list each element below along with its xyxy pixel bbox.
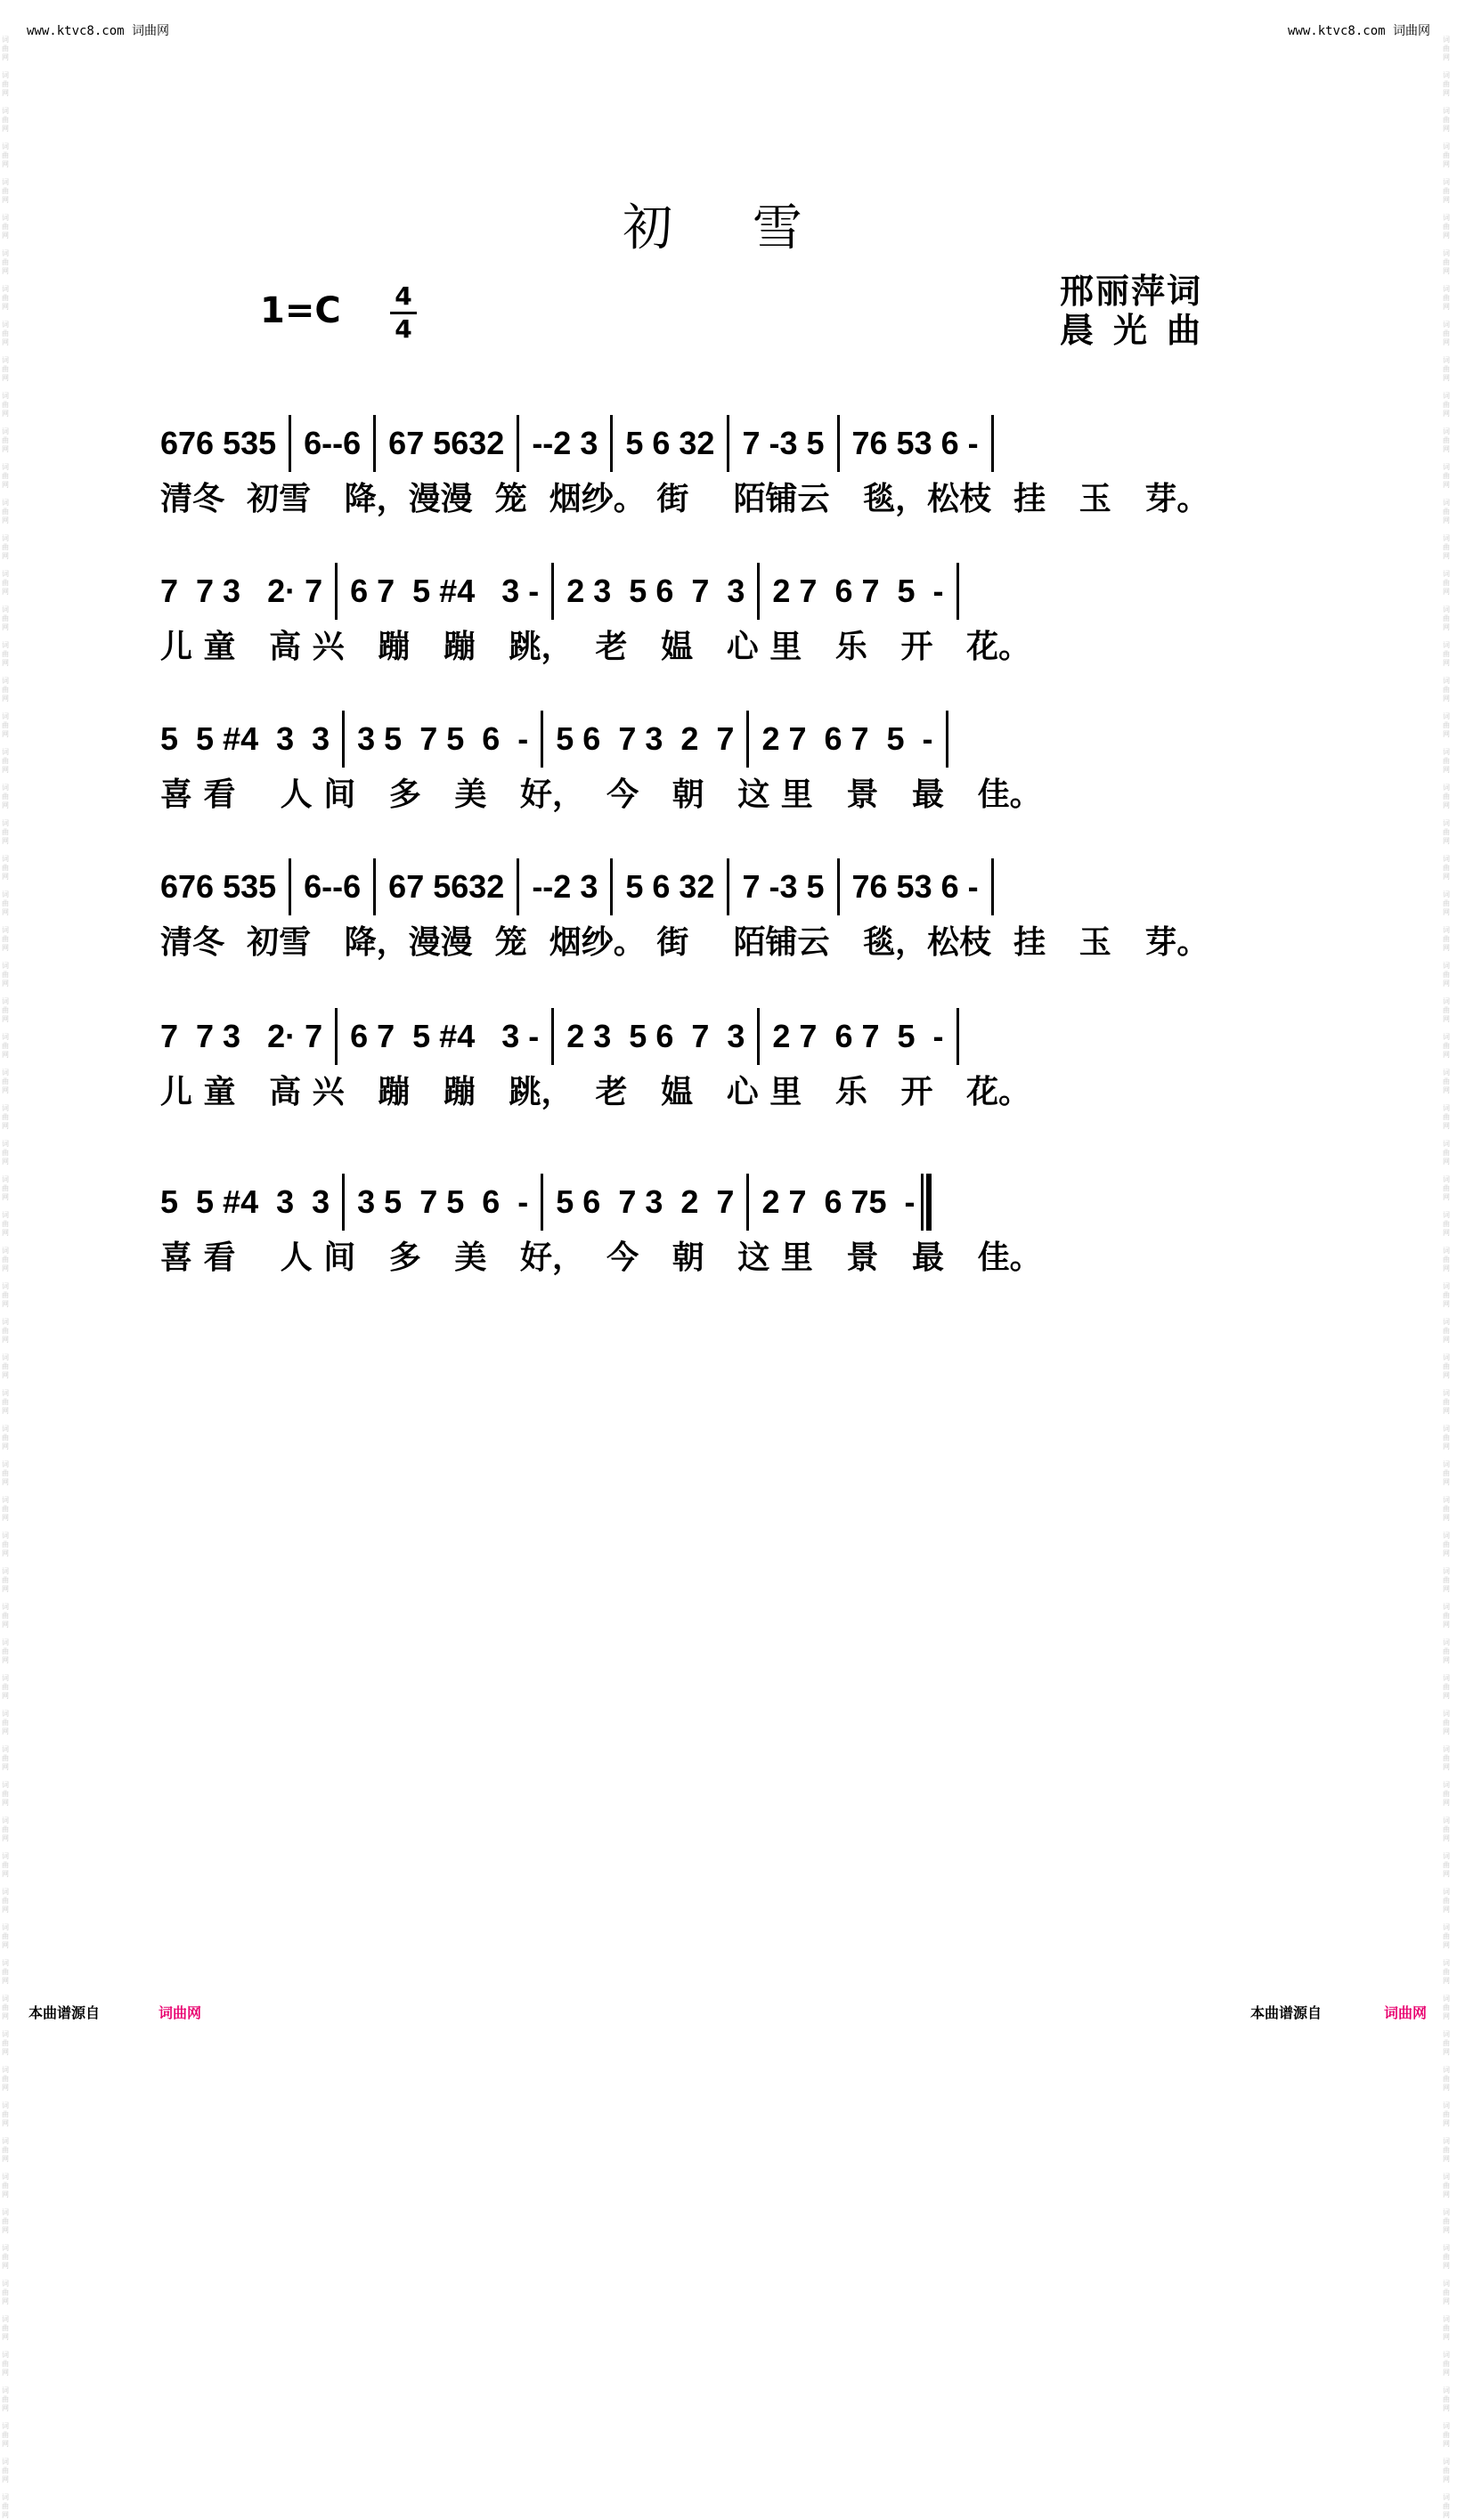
barline — [541, 1174, 543, 1231]
barline — [517, 415, 519, 472]
measure: 7 -3 5 — [742, 868, 825, 905]
left-edge-watermark: 词 曲 网 词 曲 网 词 曲 网 词 曲 网 词 曲 网 词 曲 网 词 曲 网 词 曲 网 词 曲 网 词 曲 网 词 曲 网 词 曲 网 词 曲 网 词 曲 网 词 曲 网 词 曲 网 词 曲 网 词 曲 网 词 曲 网 词 曲 网 词 曲 网 词 曲 网 词 曲 网 词 曲 网 词 曲 网 词 曲 网 词 曲 网 词 曲 网 词 曲 网 词 曲 网 词 曲 网 词 曲 网 词 曲 网 词 曲 网 词 曲 网 词 曲 网 词 曲 网 词 曲 网 词 曲 网 词 曲 网 词 曲 网 词 曲 网 词 曲 网 词 曲 网 词 曲 网 词 曲 网 词 曲 网 词 曲 网 词 曲 网 词 曲 网 词 曲 网 词 曲 网 词 曲 网 词 曲 网 词 曲 网 词 曲 网 词 曲 网 词 曲 网 词 曲 网 词 曲 网 词 曲 网 词 曲 网 词 曲 网 词 曲 网 词 曲 网 词 曲 网 词 曲 网 词 曲 网 词 曲 网 词 曲 网 — [2, 36, 9, 2519]
measure: 76 53 6 - — [851, 425, 979, 461]
measure: 676 535 — [160, 868, 277, 905]
barline — [342, 711, 345, 768]
barline — [541, 711, 543, 768]
barline — [956, 1008, 959, 1065]
measure: 2 7 6 75 - — [761, 1183, 916, 1220]
notation-line — [160, 1010, 1300, 1063]
measure: 6--6 — [304, 425, 362, 461]
barline — [946, 711, 948, 768]
score-row — [160, 417, 1300, 550]
barline — [757, 1008, 760, 1065]
footer-brand-right[interactable]: 词曲网 — [1384, 2004, 1428, 2021]
lyrics-line: 儿 童 高 兴 蹦 蹦 跳， 老 媪 心 里 乐 开 花。 — [160, 1073, 1031, 1110]
measure: 2 7 6 7 5 - — [761, 720, 933, 757]
score-row — [160, 860, 1300, 994]
lyrics-line: 喜 看 人 间 多 美 好， 今 朝 这 里 景 最 佳。 — [160, 1239, 1042, 1276]
measure: 5 6 7 3 2 7 — [556, 720, 735, 757]
notation-line — [160, 565, 1300, 618]
time-signature-bottom: 4 — [395, 314, 412, 344]
barline — [991, 415, 994, 472]
right-edge-watermark: 词 曲 网 词 曲 网 词 曲 网 词 曲 网 词 曲 网 词 曲 网 词 曲 网 词 曲 网 词 曲 网 词 曲 网 词 曲 网 词 曲 网 词 曲 网 词 曲 网 词 曲 网 词 曲 网 词 曲 网 词 曲 网 词 曲 网 词 曲 网 词 曲 网 词 曲 网 词 曲 网 词 曲 网 词 曲 网 词 曲 网 词 曲 网 词 曲 网 词 曲 网 词 曲 网 词 曲 网 词 曲 网 词 曲 网 词 曲 网 词 曲 网 词 曲 网 词 曲 网 词 曲 网 词 曲 网 词 曲 网 词 曲 网 词 曲 网 词 曲 网 词 曲 网 词 曲 网 词 曲 网 词 曲 网 词 曲 网 词 曲 网 词 曲 网 词 曲 网 词 曲 网 词 曲 网 词 曲 网 词 曲 网 词 曲 网 词 曲 网 词 曲 网 词 曲 网 词 曲 网 词 曲 网 词 曲 网 词 曲 网 词 曲 网 词 曲 网 词 曲 网 词 曲 网 词 曲 网 词 曲 网 词 曲 网 — [1443, 36, 1450, 2519]
barline — [757, 563, 760, 620]
barline — [991, 858, 994, 915]
measure: 676 535 — [160, 425, 277, 461]
header-url-right[interactable]: www.ktvc8.com 词曲网 — [1287, 24, 1430, 38]
measure: 5 6 32 — [625, 868, 715, 905]
barline — [837, 858, 840, 915]
barline — [335, 563, 338, 620]
barline — [727, 415, 729, 472]
measure: --2 3 — [532, 425, 598, 461]
final-barline — [921, 1174, 932, 1231]
barline — [727, 858, 729, 915]
barline — [517, 858, 519, 915]
lyrics-line: 清冬 初雪 降，漫漫 笼 烟纱。 街 陌铺云 毯，松枝 挂 玉 芽。 — [160, 480, 1209, 517]
notation-line — [160, 712, 1300, 766]
lyrics-line: 喜 看 人 间 多 美 好， 今 朝 这 里 景 最 佳。 — [160, 776, 1042, 813]
barline — [289, 858, 291, 915]
composer-credit: 晨光曲 — [1060, 311, 1221, 350]
barline — [610, 415, 613, 472]
measure: 2 7 6 7 5 - — [772, 573, 944, 609]
score-row — [160, 565, 1300, 698]
measure: 5 6 32 — [625, 425, 715, 461]
barline — [837, 415, 840, 472]
lyricist-credit: 邢丽萍词 — [1060, 272, 1203, 311]
barline — [551, 563, 554, 620]
measure: 5 5 #4 3 3 — [160, 1183, 330, 1220]
barline — [746, 1174, 749, 1231]
footer-source-right: 本曲谱源自 — [1250, 2004, 1323, 2021]
measure: 2 3 5 6 7 3 — [566, 573, 745, 609]
measure: 3 5 7 5 6 - — [357, 720, 529, 757]
measure: 6 7 5 #4 3 - — [350, 1018, 540, 1054]
barline — [335, 1008, 338, 1065]
measure: 7 7 3 2· 7 — [160, 573, 323, 609]
measure: 67 5632 — [388, 868, 505, 905]
measure: 5 6 7 3 2 7 — [556, 1183, 735, 1220]
header-url-left[interactable]: www.ktvc8.com 词曲网 — [27, 24, 170, 38]
measure: 6--6 — [304, 868, 362, 905]
barline — [551, 1008, 554, 1065]
song-title: 初 雪 — [623, 199, 834, 257]
barline — [342, 1174, 345, 1231]
lyrics-line: 儿 童 高 兴 蹦 蹦 跳， 老 媪 心 里 乐 开 花。 — [160, 628, 1031, 665]
footer-source-left: 本曲谱源自 — [28, 2004, 101, 2021]
notation-line — [160, 860, 1300, 914]
measure: 6 7 5 #4 3 - — [350, 573, 540, 609]
measure: 76 53 6 - — [851, 868, 979, 905]
notation-line — [160, 1175, 1300, 1229]
notation-line — [160, 417, 1300, 470]
score-row — [160, 1010, 1300, 1143]
measure: 67 5632 — [388, 425, 505, 461]
barline — [956, 563, 959, 620]
barline — [289, 415, 291, 472]
lyrics-line: 清冬 初雪 降，漫漫 笼 烟纱。 街 陌铺云 毯，松枝 挂 玉 芽。 — [160, 923, 1209, 961]
measure: --2 3 — [532, 868, 598, 905]
key-signature: 1=C — [260, 290, 341, 331]
measure: 7 7 3 2· 7 — [160, 1018, 323, 1054]
measure: 3 5 7 5 6 - — [357, 1183, 529, 1220]
measure: 5 5 #4 3 3 — [160, 720, 330, 757]
barline — [746, 711, 749, 768]
barline — [373, 858, 376, 915]
score-row — [160, 712, 1300, 846]
footer-brand-left[interactable]: 词曲网 — [159, 2004, 202, 2021]
barline — [373, 415, 376, 472]
measure: 2 7 6 7 5 - — [772, 1018, 944, 1054]
score-row — [160, 1175, 1300, 1309]
measure: 2 3 5 6 7 3 — [566, 1018, 745, 1054]
measure: 7 -3 5 — [742, 425, 825, 461]
barline — [610, 858, 613, 915]
time-signature-top: 4 — [395, 281, 412, 311]
time-signature — [390, 283, 417, 343]
